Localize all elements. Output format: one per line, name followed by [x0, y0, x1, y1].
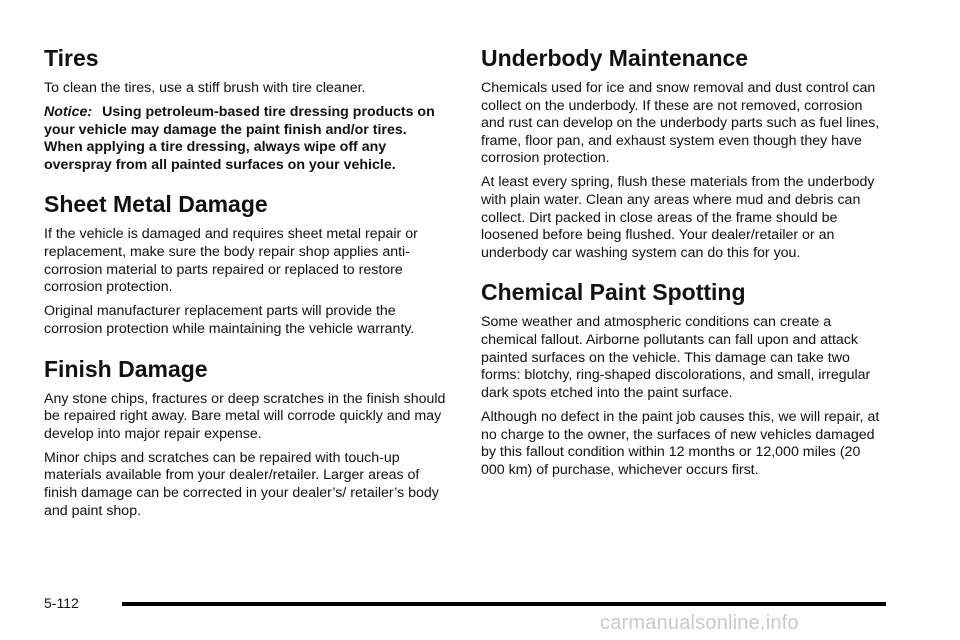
- sheet-metal-paragraph-1: If the vehicle is damaged and requires sheet metal repair or replacement, make sure the body repair shop applies anti-corrosion material to parts repaired or replaced to restore corrosion protection.: [44, 226, 418, 296]
- page-number: 5-112: [44, 595, 79, 611]
- watermark-text: carmanualsonline.info: [600, 612, 799, 634]
- underbody-paragraph-2: At least every spring, flush these materials from the underbody with plain water. Clean any areas where mud and debris can collect. Dirt packed in close areas of the frame should be loosened before being flushed. Your dealer/retailer or an underbody car washing system can do this for you.: [481, 174, 875, 261]
- footer-divider: [122, 602, 886, 606]
- finish-damage-heading: Finish Damage: [44, 355, 208, 382]
- finish-damage-paragraph-2: Minor chips and scratches can be repaired with touch-up materials available from your dealer/retailer. Larger areas of finish damage can be corrected in your dealer’s/ retailer’s body and paint shop.: [44, 449, 439, 519]
- chemical-spotting-paragraph-1: Some weather and atmospheric conditions can create a chemical fallout. Airborne pollutants can fall upon and attack painted surfaces on the vehicle. This damage can take two forms: blotchy, ring-shaped discolorations, and small, irregular dark spots etched into the paint surface.: [481, 314, 871, 401]
- tires-heading: Tires: [44, 45, 99, 71]
- finish-damage-paragraph-1: Any stone chips, fractures or deep scratches in the finish should be repaired right away. Bare metal will corrode quickly and may develop into major repair expense.: [44, 390, 446, 442]
- sheet-metal-paragraph-2: Original manufacturer replacement parts will provide the corrosion protection while maintaining the vehicle warranty.: [44, 303, 415, 337]
- right-column: [481, 44, 886, 486]
- chemical-spotting-paragraph-2: Although no defect in the paint job causes this, we will repair, at no charge to the owner, the surfaces of new vehicles damaged by this fallout condition within 12 months or 12,000 miles (20 000 km) of purchase, whichever occurs first.: [481, 408, 880, 478]
- underbody-heading: Underbody Maintenance: [481, 45, 749, 71]
- tires-notice: [44, 104, 448, 174]
- tires-paragraph: To clean the tires, use a stiff brush with tire cleaner.: [44, 80, 366, 96]
- left-column: [44, 44, 448, 527]
- notice-text: Using petroleum-based tire dressing products on your vehicle may damage the paint finish and/or tires. When applying a tire dressing, always wipe off any overspray from all painted surfaces on your vehicle.: [44, 104, 435, 173]
- underbody-paragraph-1: Chemicals used for ice and snow removal and dust control can collect on the underbody. If these are not removed, corrosion and rust can develop on the underbody parts such as fuel lines, frame, floor pan, and exhaust system even though they have corrosion protection.: [481, 80, 880, 167]
- chemical-spotting-heading: Chemical Paint Spotting: [481, 279, 746, 306]
- notice-label: Notice:: [44, 104, 93, 121]
- sheet-metal-heading: Sheet Metal Damage: [44, 191, 268, 218]
